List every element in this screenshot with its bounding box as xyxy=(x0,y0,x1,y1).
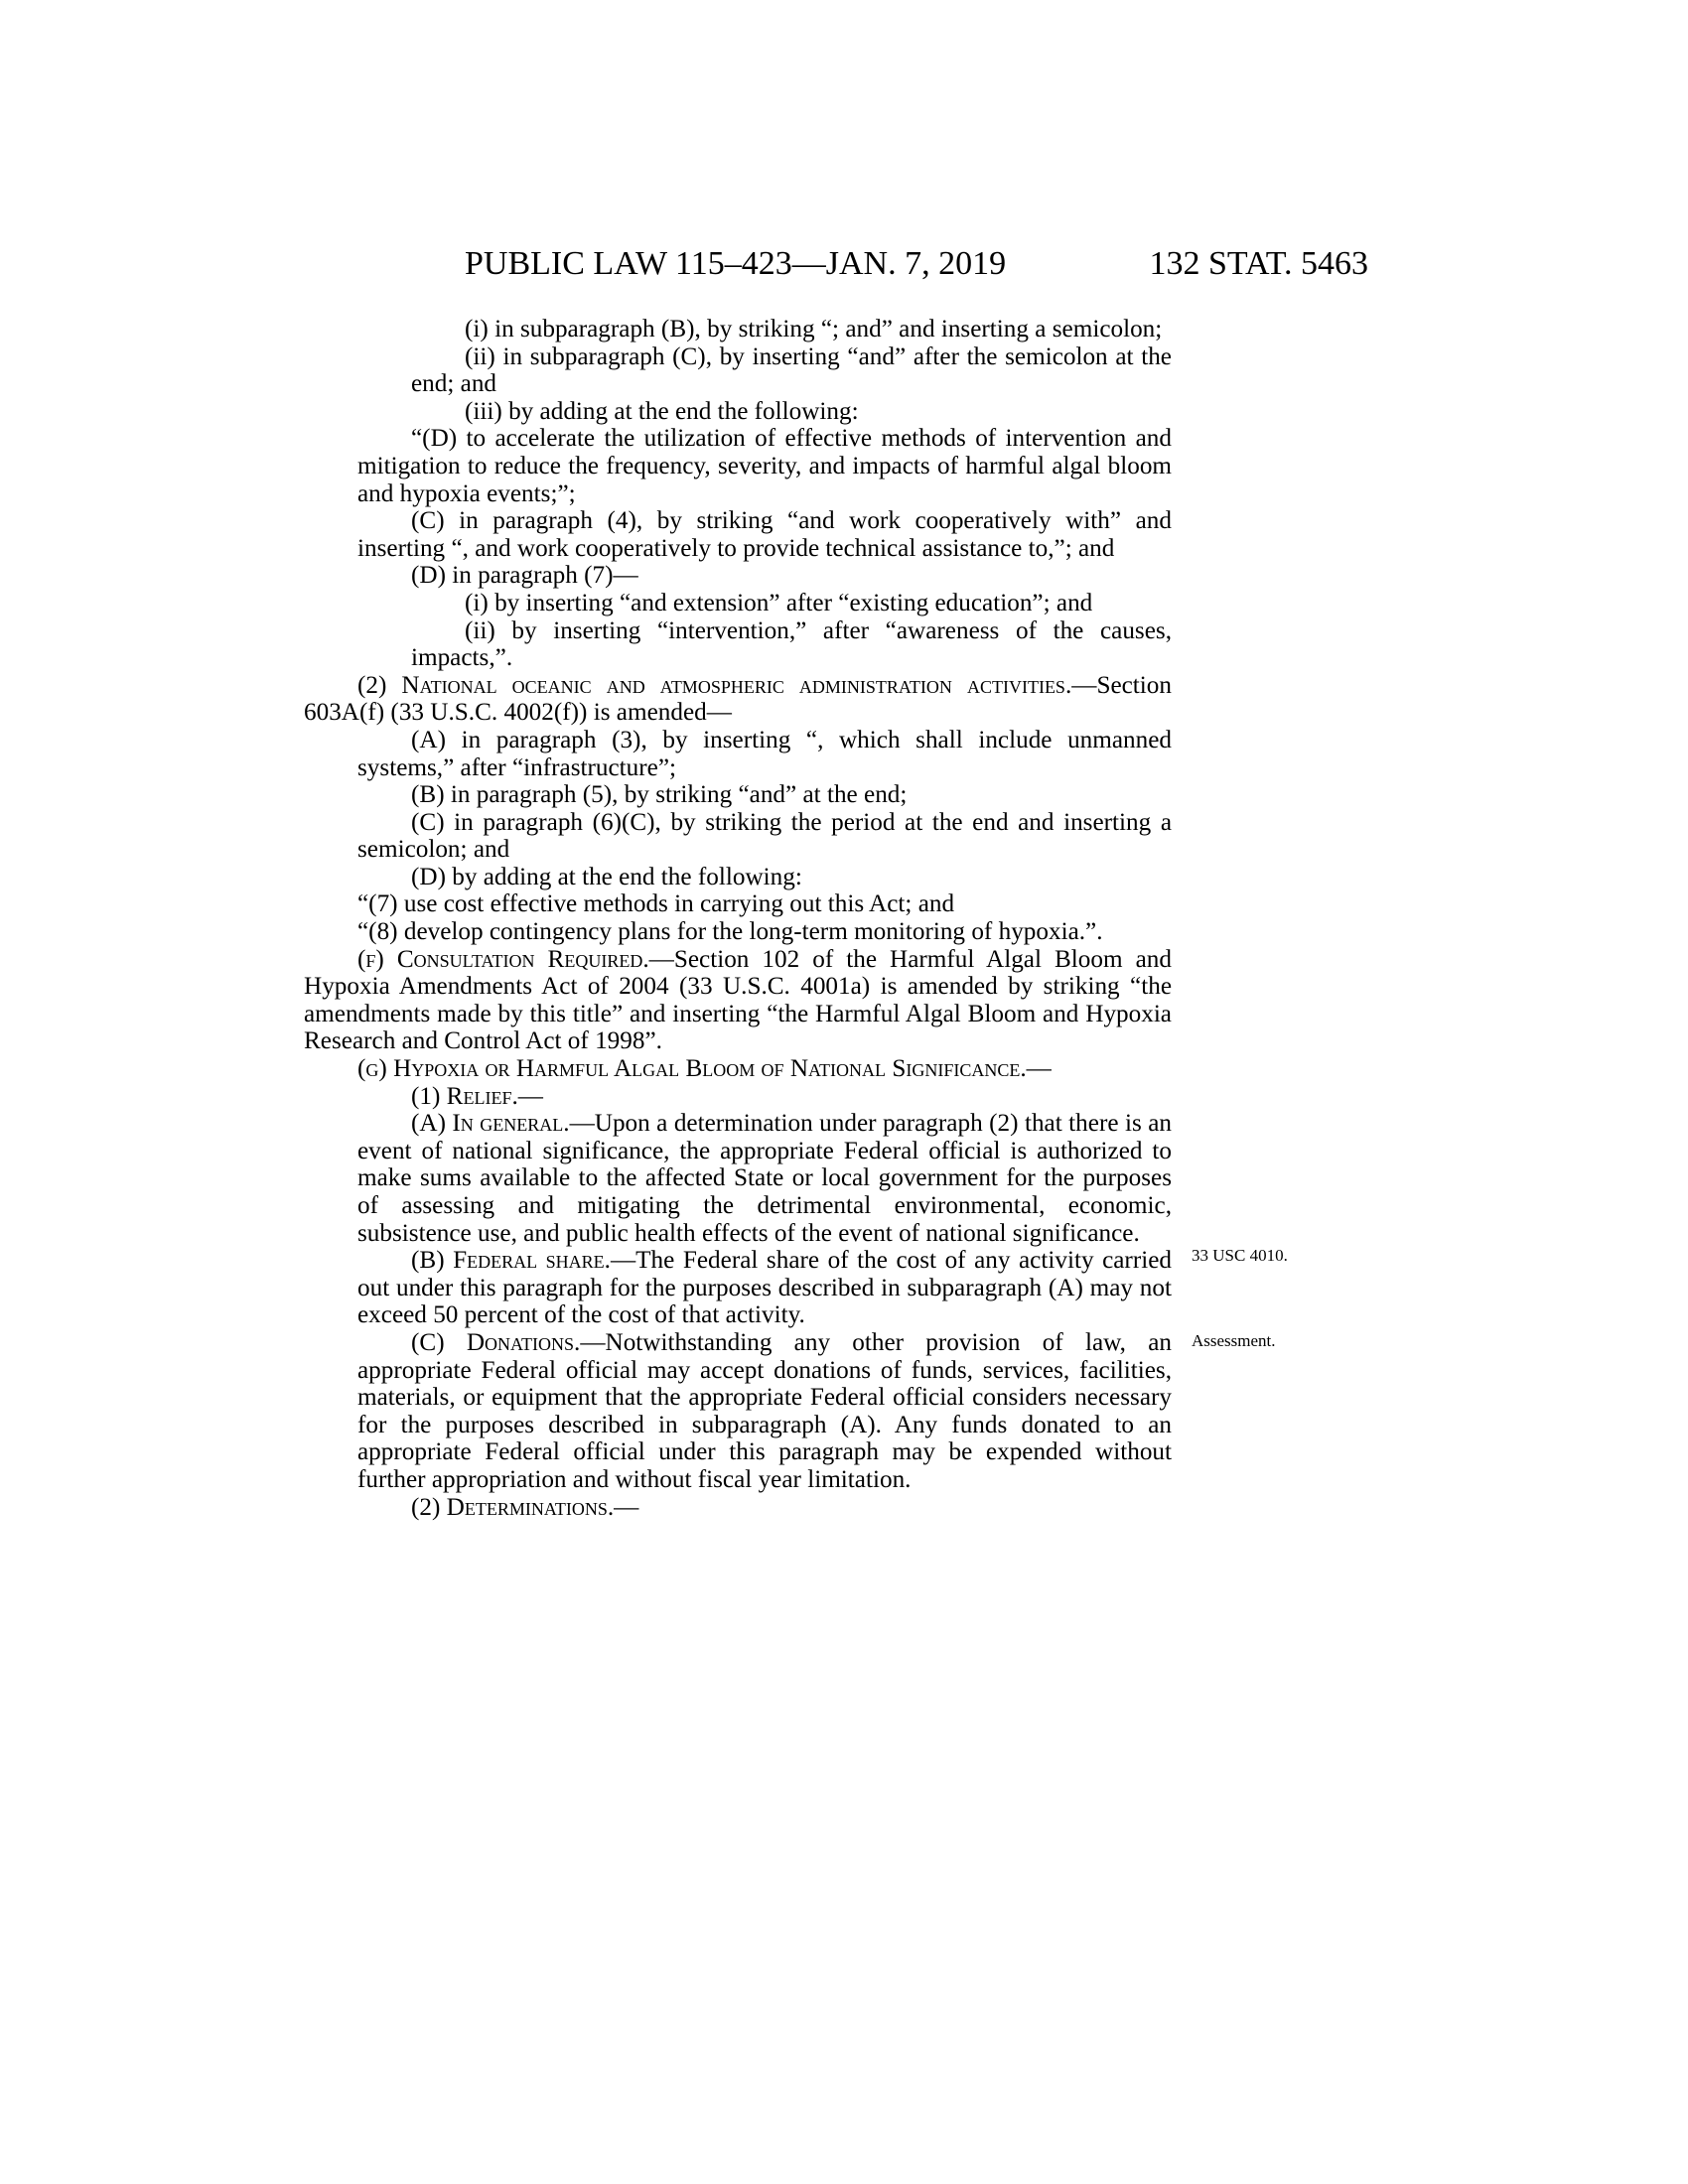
paragraph-heading: (f) Consultation Required. xyxy=(357,945,649,973)
paragraph-heading: (2) National oceanic and atmospheric administration activities. xyxy=(357,671,1072,699)
page-header xyxy=(465,242,1368,286)
paragraph-heading: (g) Hypoxia or Harmful Algal Bloom of National Significance. xyxy=(357,1055,1027,1083)
paragraph: “(D) to accelerate the utilization of effective methods of intervention and mitigation to reduce the frequency, severity, and impacts of harmful algal bloom and hypoxia events;”; xyxy=(357,425,1172,507)
paragraph: (i) in subparagraph (B), by striking “; and” and inserting a semicolon; xyxy=(465,316,1163,342)
paragraph xyxy=(304,1247,1172,1329)
paragraph: “(7) use cost effective methods in carrying out this Act; and xyxy=(357,890,955,918)
paragraph: (C) in paragraph (4), by striking “and work cooperatively with” and inserting “, and work cooperatively to provide technical assistance to,”; and xyxy=(357,507,1172,562)
paragraph: (i) by inserting “and extension” after “existing education”; and xyxy=(465,589,1093,616)
paragraph-text: —Section 603A(f) (33 U.S.C. 4002(f)) is amended— xyxy=(304,671,1172,727)
paragraph-heading: (C) Donations. xyxy=(411,1328,581,1356)
paragraph: (D) by adding at the end the following: xyxy=(411,863,802,890)
body-text xyxy=(304,316,1172,1521)
paragraph xyxy=(304,1329,1172,1494)
paragraph xyxy=(304,1110,1172,1247)
paragraph-text: —The Federal share of the cost of any activity carried out under this paragraph for the purposes described in subparagraph (A) may not exceed 50 percent of the cost of that activity. xyxy=(357,1247,1172,1329)
paragraph: (2) Determinations.— xyxy=(411,1493,639,1521)
paragraph xyxy=(304,946,1172,1055)
paragraph-text: —Notwithstanding any other provision of law, an appropriate Federal official may accept donations of funds, services, facilities, materials, or equipment that the appropriate Federal official considers necessary for the purposes described in subparagraph (A). Any funds donated to an appropriate Federal official under this paragraph may be expended without further appropriation and without fiscal year limitation. xyxy=(357,1328,1173,1493)
margin-note-usc: 33 USC 4010. xyxy=(1192,1246,1288,1265)
paragraph: “(8) develop contingency plans for the long-term monitoring of hypoxia.”. xyxy=(357,918,1103,946)
paragraph: (D) in paragraph (7)— xyxy=(411,562,638,590)
page-citation: 132 STAT. 5463 xyxy=(1149,245,1368,282)
paragraph: (ii) in subparagraph (C), by inserting “and” after the semicolon at the end; and xyxy=(411,342,1172,398)
paragraph: (1) Relief.— xyxy=(411,1082,543,1110)
paragraph-text: —Section 102 of the Harmful Algal Bloom and Hypoxia Amendments Act of 2004 (33 U.S.C. 4001a) is amended by striking “the amendments made by this title” and inserting “the Harmful Algal Bloom and Hypoxia Research and Control Act of 1998”. xyxy=(304,945,1172,1055)
paragraph: (ii) by inserting “intervention,” after “awareness of the causes, impacts,”. xyxy=(411,616,1172,672)
paragraph-heading: (A) In general. xyxy=(411,1110,570,1138)
running-head: PUBLIC LAW 115–423—JAN. 7, 2019 xyxy=(465,245,1007,282)
paragraph: (B) in paragraph (5), by striking “and” at the end; xyxy=(411,781,908,809)
paragraph-text: — xyxy=(1026,1055,1052,1083)
paragraph xyxy=(304,672,1172,727)
paragraph: (A) in paragraph (3), by inserting “, which shall include unmanned systems,” after “infrastructure”; xyxy=(357,726,1172,781)
paragraph-text: —Upon a determination under paragraph (2) that there is an event of national significance, the appropriate Federal official is authorized to make sums available to the affected State or local government for the purposes of assessing and mitigating the detrimental environmental, economic, subsistence use, and public health effects of the event of national significance. xyxy=(357,1110,1172,1247)
margin-note-assessment: Assessment. xyxy=(1192,1331,1276,1350)
paragraph: (C) in paragraph (6)(C), by striking the period at the end and inserting a semicolon; and xyxy=(357,808,1172,864)
paragraph: (iii) by adding at the end the following: xyxy=(465,397,859,425)
paragraph xyxy=(304,1055,1172,1083)
paragraph-heading: (B) Federal share. xyxy=(411,1247,611,1275)
